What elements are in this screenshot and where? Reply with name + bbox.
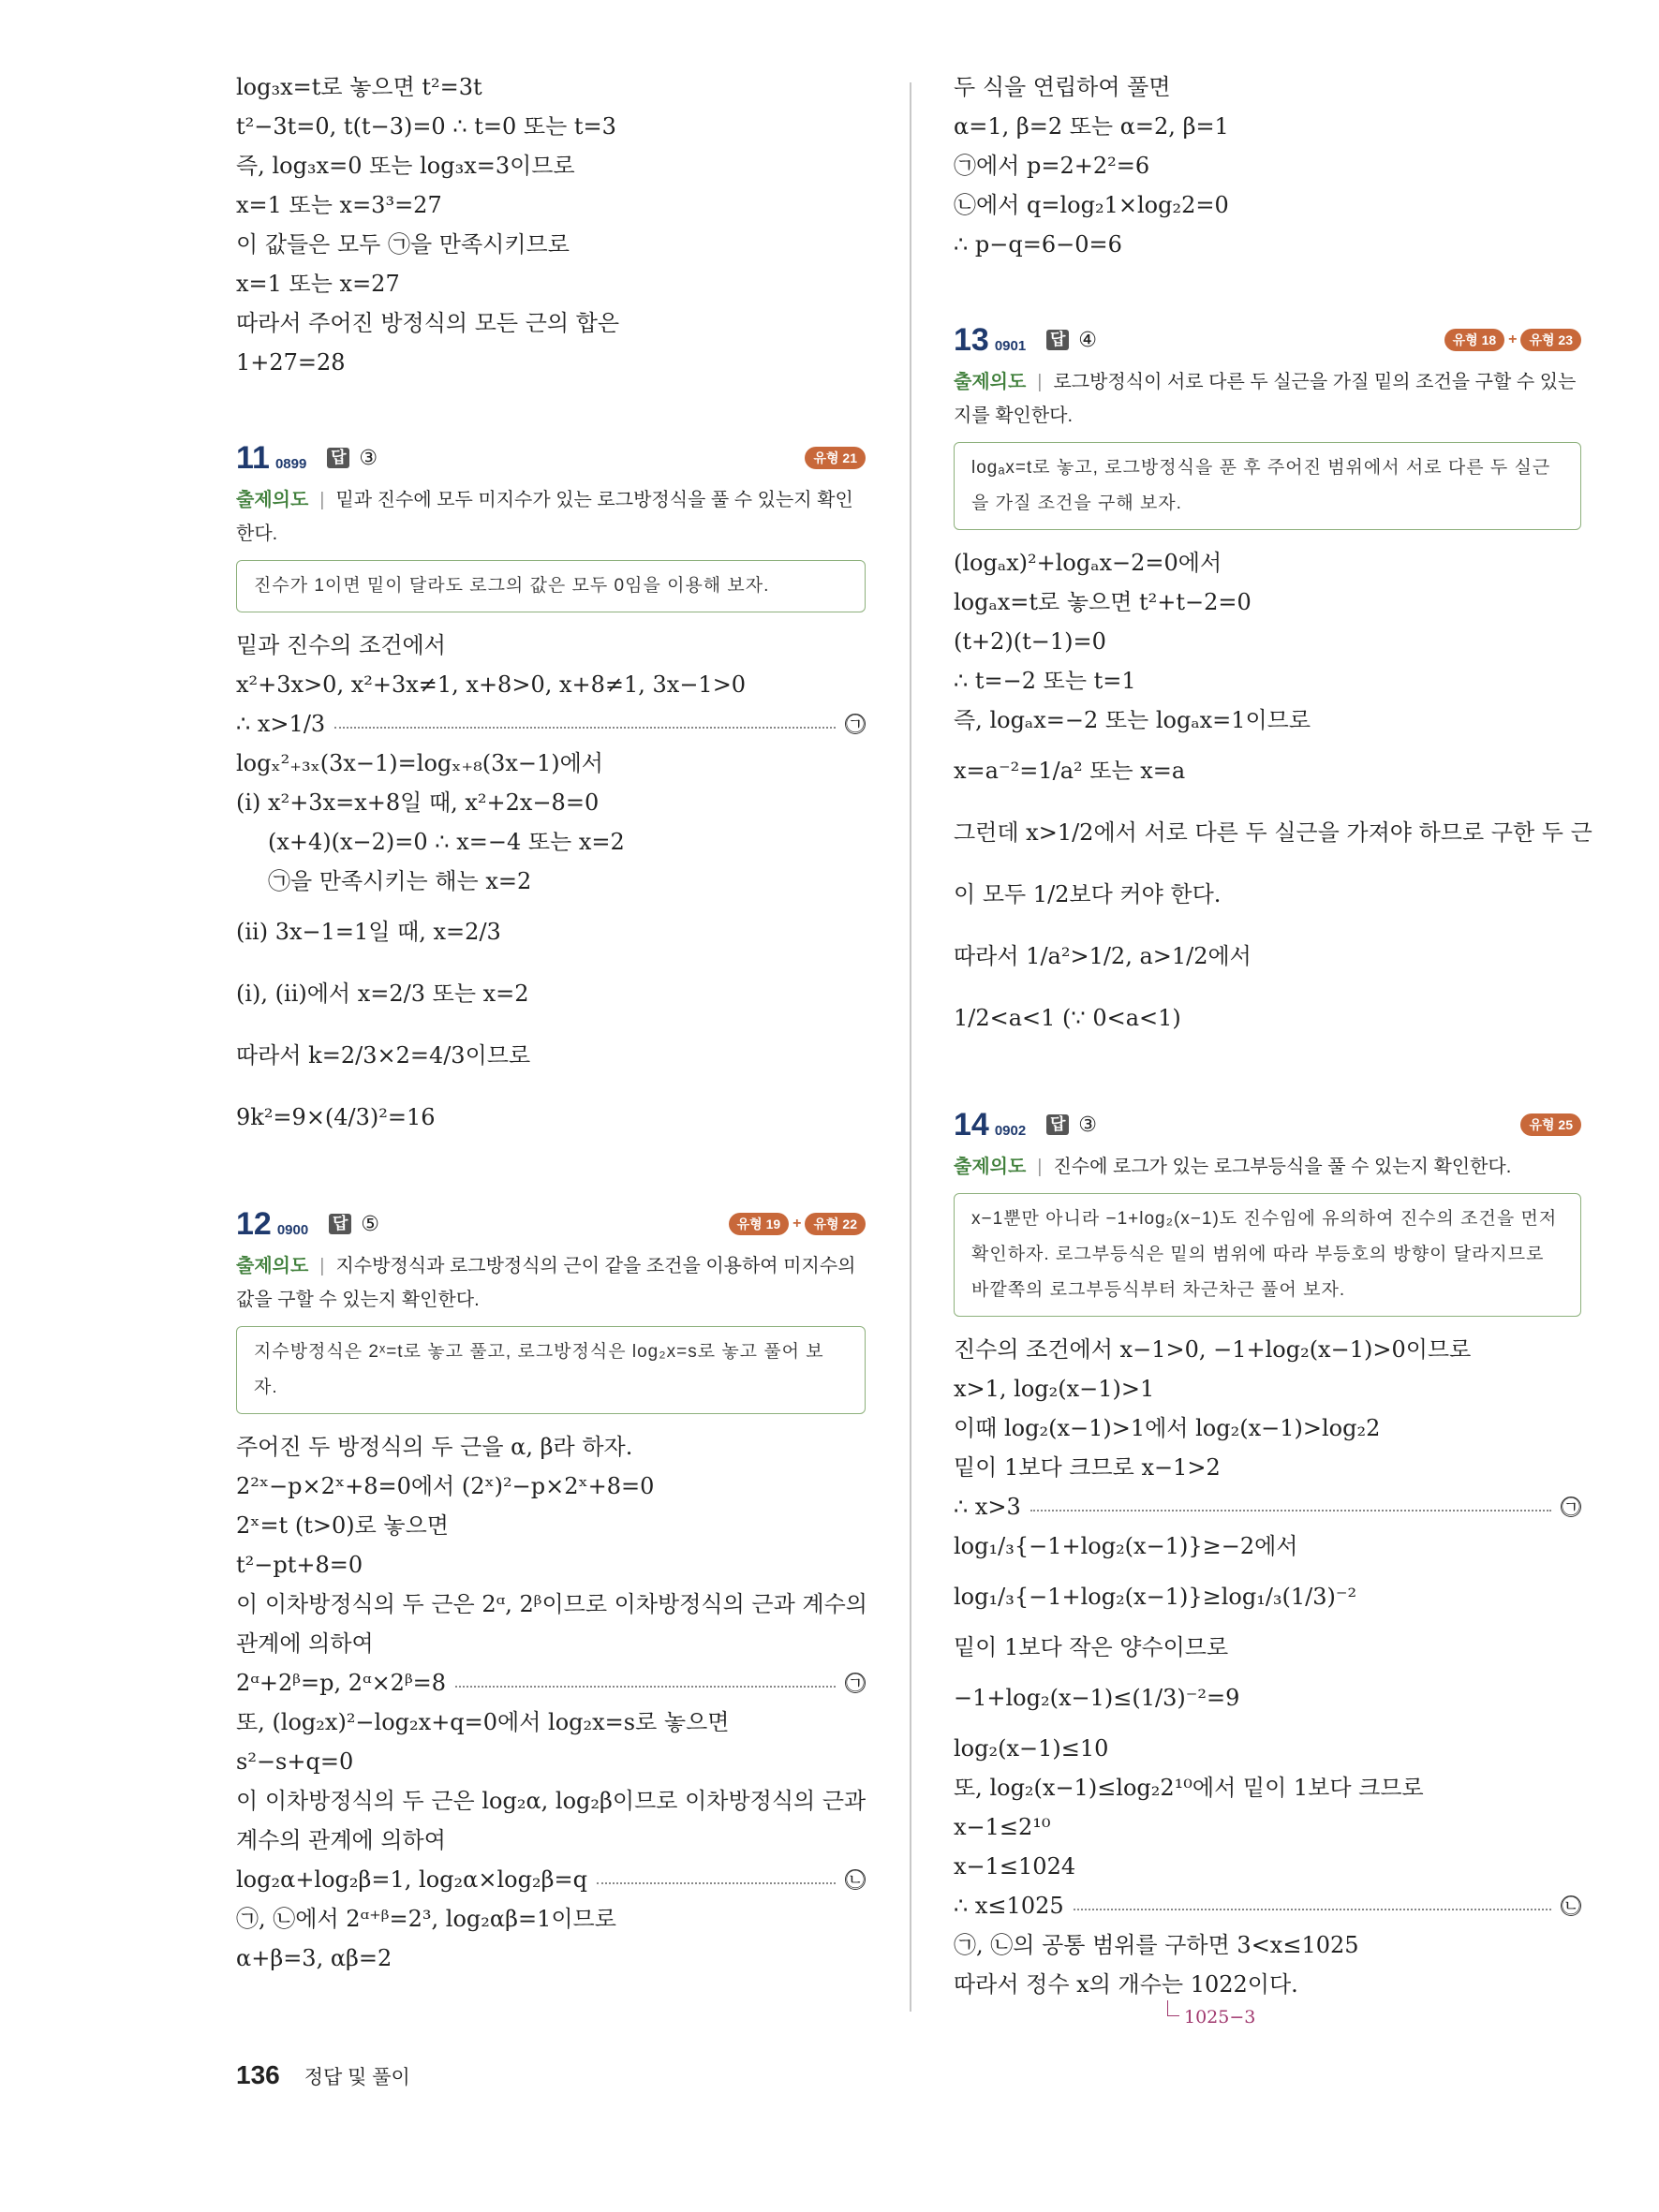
text-line: 밑이 1보다 크므로 x−1>2 [954,1454,1221,1481]
text-line: log₁/₃{−1+log₂(x−1)}≥−2에서 [954,1533,1298,1559]
text-line: ㉡에서 q=log₂1×log₂2=0 [954,192,1229,218]
text-line: 이때 log₂(x−1)>1에서 log₂(x−1)>log₂2 [954,1415,1381,1441]
answer-value: ⑤ [361,1212,379,1236]
answer-label: 답 [1046,1114,1069,1135]
answer-label: 답 [329,1214,351,1234]
marked-line [954,1487,1581,1526]
text-line: 밑이 1보다 작은 양수이므로 [954,1634,1229,1660]
page-number: 136 [236,2060,280,2089]
text-line: x−1≤1024 [954,1853,1076,1880]
text-line: x−1≤2¹⁰ [954,1814,1051,1840]
answer-value: ③ [359,446,378,470]
problem-code: 0900 [276,1221,309,1238]
text-line: x²+3x>0, x²+3x≠1, x+8>0, x+8≠1, 3x−1>0 [236,671,747,698]
hint-box: 진수가 1이면 밑이 달라도 로그의 값은 모두 0임을 이용해 보자. [236,560,866,612]
text-line: ㉠을 만족시키는 해는 x=2 [268,868,532,894]
circle-mark-icon: ㉠ [846,1672,865,1694]
marked-line [236,1860,866,1899]
text-line: (ii) 3x−1=1일 때, x=2/3 [236,919,501,945]
text-line: log₃x=t로 놓으면 t²=3t [236,74,482,100]
text-line: log₂α+log₂β=1, log₂α×log₂β=q [236,1866,587,1893]
answer-label: 답 [327,448,349,468]
type-badge: 유형 23 [1520,329,1581,351]
problem-code: 0902 [994,1122,1027,1139]
circle-mark-icon: ㉡ [1562,1895,1580,1917]
text-line: 이 이차방정식의 두 근은 log₂α, log₂β이므로 이차방정식의 근과 [236,1788,867,1814]
answer-label: 답 [1046,330,1069,350]
problem-number: 11 [236,439,270,476]
text-line: logₓ²₊₃ₓ(3x−1)=logₓ₊₈(3x−1)에서 [236,750,603,776]
text-line: 1+27=28 [236,349,346,376]
intent-text: 지수방정식과 로그방정식의 근이 같을 조건을 이용하여 미지수의 값을 구할 수 있는지 확인한다. [236,1256,856,1310]
intent-text: 밑과 진수에 모두 미지수가 있는 로그방정식을 풀 수 있는지 확인한다. [236,490,853,544]
intent-label: 출제의도 [954,1157,1027,1177]
text-line: ㉠에서 p=2+2²=6 [954,153,1150,179]
text-line: ∴ x≤1025 [954,1893,1064,1919]
type-badge: 유형 25 [1520,1113,1581,1136]
problem-code: 0901 [994,337,1027,354]
text-line: s²−s+q=0 [236,1748,354,1775]
text-line: ∴ p−q=6−0=6 [954,231,1122,258]
problem-11-header [236,435,866,481]
text-line: logₐx=t로 놓으면 t²+t−2=0 [954,589,1252,615]
text-line: 계수의 관계에 의하여 [236,1827,446,1853]
text-line: ∴ t=−2 또는 t=1 [954,668,1136,694]
text-line: (i), (ii)에서 x=2/3 또는 x=2 [236,981,529,1007]
problem-code: 0899 [274,455,307,472]
type-badge: 유형 22 [805,1213,866,1235]
text-line: 9k²=9×(4/3)²=16 [236,1104,436,1130]
text-line: 이 모두 1/2보다 커야 한다. [954,881,1222,907]
type-badge: 유형 21 [805,447,866,469]
intent: 출제의도 | 지수방정식과 로그방정식의 근이 같을 조건을 이용하여 미지수의 값을 구할 수 있는지 확인한다. [236,1256,856,1310]
text-line: 이 값들은 모두 ㉠을 만족시키므로 [236,231,570,258]
text-line: −1+log₂(x−1)≤(1/3)⁻²=9 [954,1685,1240,1711]
left-column [236,67,866,1978]
text-line: x=a⁻²=1/a² 또는 x=a [954,758,1186,784]
text-line: 즉, logₐx=−2 또는 logₐx=1이므로 [954,707,1311,733]
intent-text: 진수에 로그가 있는 로그부등식을 풀 수 있는지 확인한다. [1053,1157,1512,1177]
text-line: (x+4)(x−2)=0 ∴ x=−4 또는 x=2 [268,829,625,855]
text-line: 두 식을 연립하여 풀면 [954,74,1171,100]
annotation-note: 1025−3 [954,2004,1581,2030]
footer-title: 정답 및 풀이 [304,2067,410,2088]
marked-line [236,1663,866,1703]
hint-box: x−1뿐만 아니라 −1+log₂(x−1)도 진수임에 유의하여 진수의 조건을 먼저 확인하자. 로그부등식은 밑의 범위에 따라 부등호의 방향이 달라지므로 바깥쪽의 로그부등식부터 차근차근 풀어 보자. [954,1193,1581,1317]
marked-line [236,704,866,744]
text-line: 따라서 정수 x의 개수는 1022이다. [954,1971,1298,1998]
answer-value: ③ [1078,1113,1097,1137]
marked-line [954,1886,1581,1925]
text-line: ∴ x>3 [954,1494,1021,1520]
problem-number: 14 [954,1106,989,1143]
intent-text: 로그방정식이 서로 다른 두 실근을 가질 밑의 조건을 구할 수 있는지를 확인한다. [954,372,1577,426]
text-line: 1/2<a<1 (∵ 0<a<1) [954,1005,1181,1031]
text-line: 따라서 1/a²>1/2, a>1/2에서 [954,943,1252,969]
text-line: 관계에 의하여 [236,1630,374,1657]
text-line: ㉠, ㉡의 공통 범위를 구하면 3<x≤1025 [954,1932,1359,1958]
text-line: 따라서 주어진 방정식의 모든 근의 합은 [236,310,620,336]
intent-label: 출제의도 [236,1256,309,1276]
text-line: log₁/₃{−1+log₂(x−1)}≥log₁/₃(1/3)⁻² [954,1584,1357,1610]
text-line: x=1 또는 x=27 [236,271,400,297]
text-line: (t+2)(t−1)=0 [954,628,1106,655]
text-line: x=1 또는 x=3³=27 [236,192,442,218]
text-line: 2²ˣ−p×2ˣ+8=0에서 (2ˣ)²−p×2ˣ+8=0 [236,1473,655,1499]
circle-mark-icon: ㉠ [1562,1496,1580,1518]
problem-number: 13 [954,321,989,358]
text-line: t²−pt+8=0 [236,1552,363,1578]
circle-mark-icon: ㉡ [846,1868,865,1891]
text-line: t²−3t=0, t(t−3)=0 ∴ t=0 또는 t=3 [236,113,616,140]
text-line: ∴ x>1/3 [236,711,326,737]
text-line: α+β=3, αβ=2 [236,1945,393,1971]
text-line: (logₐx)²+logₐx−2=0에서 [954,550,1222,576]
problem-number: 12 [236,1205,272,1242]
right-column [954,67,1592,2030]
text-line: (i) x²+3x=x+8일 때, x²+2x−8=0 [236,789,600,816]
problem-14-header [954,1101,1581,1148]
text-line: 진수의 조건에서 x−1>0, −1+log₂(x−1)>0이므로 [954,1336,1472,1363]
intent-label: 출제의도 [236,490,309,510]
problem-12-header: 12 0900 답 ⑤ 유형 19 + 유형 22 [236,1201,866,1247]
intent-label: 출제의도 [954,372,1027,392]
text-line: 또, (log₂x)²−log₂x+q=0에서 log₂x=s로 놓으면 [236,1709,730,1735]
text-line: 밑과 진수의 조건에서 [236,632,446,658]
type-badge: 유형 18 [1444,329,1505,351]
circle-mark-icon: ㉠ [846,713,865,735]
type-badge: 유형 19 [729,1213,790,1235]
column-divider [910,82,911,2012]
intent: 출제의도 | 로그방정식이 서로 다른 두 실근을 가질 밑의 조건을 구할 수 있는지를 확인한다. [954,372,1577,426]
text-line: ㉠, ㉡에서 2ᵅ⁺ᵝ=2³, log₂αβ=1이므로 [236,1906,616,1932]
text-line: 이 이차방정식의 두 근은 2ᵅ, 2ᵝ이므로 이차방정식의 근과 계수의 [236,1591,867,1617]
text-line: 주어진 두 방정식의 두 근을 α, β라 하자. [236,1434,633,1460]
hint-box: 지수방정식은 2ˣ=t로 놓고 풀고, 로그방정식은 log₂x=s로 놓고 풀어 보자. [236,1326,866,1414]
text-line: 즉, log₃x=0 또는 log₃x=3이므로 [236,153,575,179]
problem-13-header: 13 0901 답 ④ 유형 18 + 유형 23 [954,317,1581,363]
intent: 출제의도 | 밑과 진수에 모두 미지수가 있는 로그방정식을 풀 수 있는지 확인한다. [236,490,853,544]
text-line: x>1, log₂(x−1)>1 [954,1376,1155,1402]
hint-box: logₐx=t로 놓고, 로그방정식을 푼 후 주어진 범위에서 서로 다른 두 실근을 가질 조건을 구해 보자. [954,442,1581,530]
text-line: log₂(x−1)≤10 [954,1735,1109,1762]
text-line: 또, log₂(x−1)≤log₂2¹⁰에서 밑이 1보다 크므로 [954,1775,1424,1801]
text-line: α=1, β=2 또는 α=2, β=1 [954,113,1229,140]
text-line: 그런데 x>1/2에서 서로 다른 두 실근을 가져야 하므로 구한 두 근 [954,819,1592,846]
answer-value: ④ [1078,328,1097,352]
text-line: 따라서 k=2/3×2=4/3이므로 [236,1042,531,1069]
intent: 출제의도 | 진수에 로그가 있는 로그부등식을 풀 수 있는지 확인한다. [954,1157,1512,1177]
page-footer [236,2060,410,2090]
text-line: 2ˣ=t (t>0)로 놓으면 [236,1512,449,1539]
text-line: 2ᵅ+2ᵝ=p, 2ᵅ×2ᵝ=8 [236,1670,447,1696]
